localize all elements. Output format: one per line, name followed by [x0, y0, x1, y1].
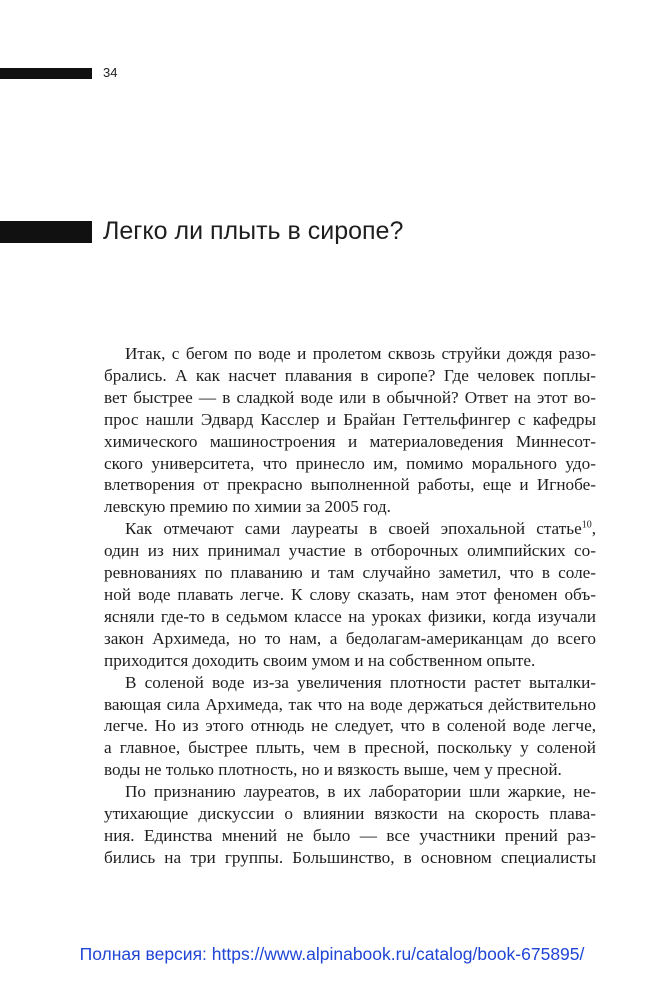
full-version-link[interactable]: Полная версия: https://www.alpinabook.ru/catalog/book-675895/	[79, 944, 585, 964]
text-fragment: ,	[591, 519, 596, 539]
text-line: а главное, быстрее плыть, чем в пресной, поскольку у соленой	[104, 738, 596, 758]
text-line: химического машиностроения и материаловедения Миннесот-	[104, 431, 596, 451]
text-line: левскую премию по химии за 2005 год.	[104, 497, 391, 517]
page-number-bar	[0, 68, 92, 79]
text-line: ния. Единства мнений не было — все участники прений раз-	[104, 825, 596, 845]
text-line: По признанию лауреатов, в их лаборатории шли жаркие, не-	[125, 782, 596, 802]
paragraph-3	[104, 672, 596, 782]
text-line: ясняли где-то в седьмом классе на уроках физики, когда изучали	[104, 606, 596, 626]
page-number: 34	[103, 65, 118, 80]
text-line: влетворения от прекрасно выполненной работы, еще и Игнобе-	[104, 475, 596, 495]
section-heading-bar	[0, 221, 92, 243]
text-line: В соленой воде из-за увеличения плотности растет выталки-	[125, 672, 596, 692]
text-line: вет быстрее — в сладкой воде или в обычной? Ответ на этот во-	[104, 387, 596, 407]
text-line: закон Архимеда, но то нам, а бедолагам-американцам до всего	[104, 628, 596, 648]
paragraph-2	[104, 518, 596, 671]
text-line: вающая сила Архимеда, так что на воде держаться действительно	[104, 694, 596, 714]
text-line	[104, 518, 596, 540]
text-line: утихающие дискуссии о влиянии вязкости на скорость плава-	[104, 804, 596, 824]
text-line: воды не только плотность, но и вязкость выше, чем у пресной.	[104, 760, 562, 780]
text-line: брались. А как насчет плавания в сиропе? Где человек поплы-	[104, 365, 596, 385]
text-line: Итак, с бегом по воде и пролетом сквозь струйки дождя разо-	[125, 344, 596, 363]
text-line: приходится доходить своим умом и на собственном опыте.	[104, 650, 536, 670]
body-text	[104, 343, 596, 869]
footnote-reference: 10	[581, 519, 592, 531]
text-line: один из них принимал участие в отборочных олимпийских со-	[104, 541, 596, 561]
paragraph-1	[104, 343, 596, 518]
section-title: Легко ли плыть в сиропе?	[103, 217, 404, 245]
text-line: прос нашли Эдвард Касслер и Брайан Геттельфингер с кафедры	[104, 409, 596, 429]
text-line: бились на три группы. Большинство, в основном специалисты	[104, 847, 596, 867]
text-line: ревнованиях по плаванию и там случайно заметил, что в соле-	[104, 563, 596, 583]
text-line: легче. Но из этого отнюдь не следует, что в соленой воде легче,	[104, 716, 596, 736]
paragraph-4	[104, 781, 596, 869]
text-fragment: Как отмечают сами лауреаты в своей эпохальной статье	[125, 519, 582, 539]
text-line: ского университета, что принесло им, помимо морального удо-	[104, 453, 596, 473]
text-line: ной воде плавать легче. К слову сказать, нам этот феномен объ-	[104, 584, 596, 604]
